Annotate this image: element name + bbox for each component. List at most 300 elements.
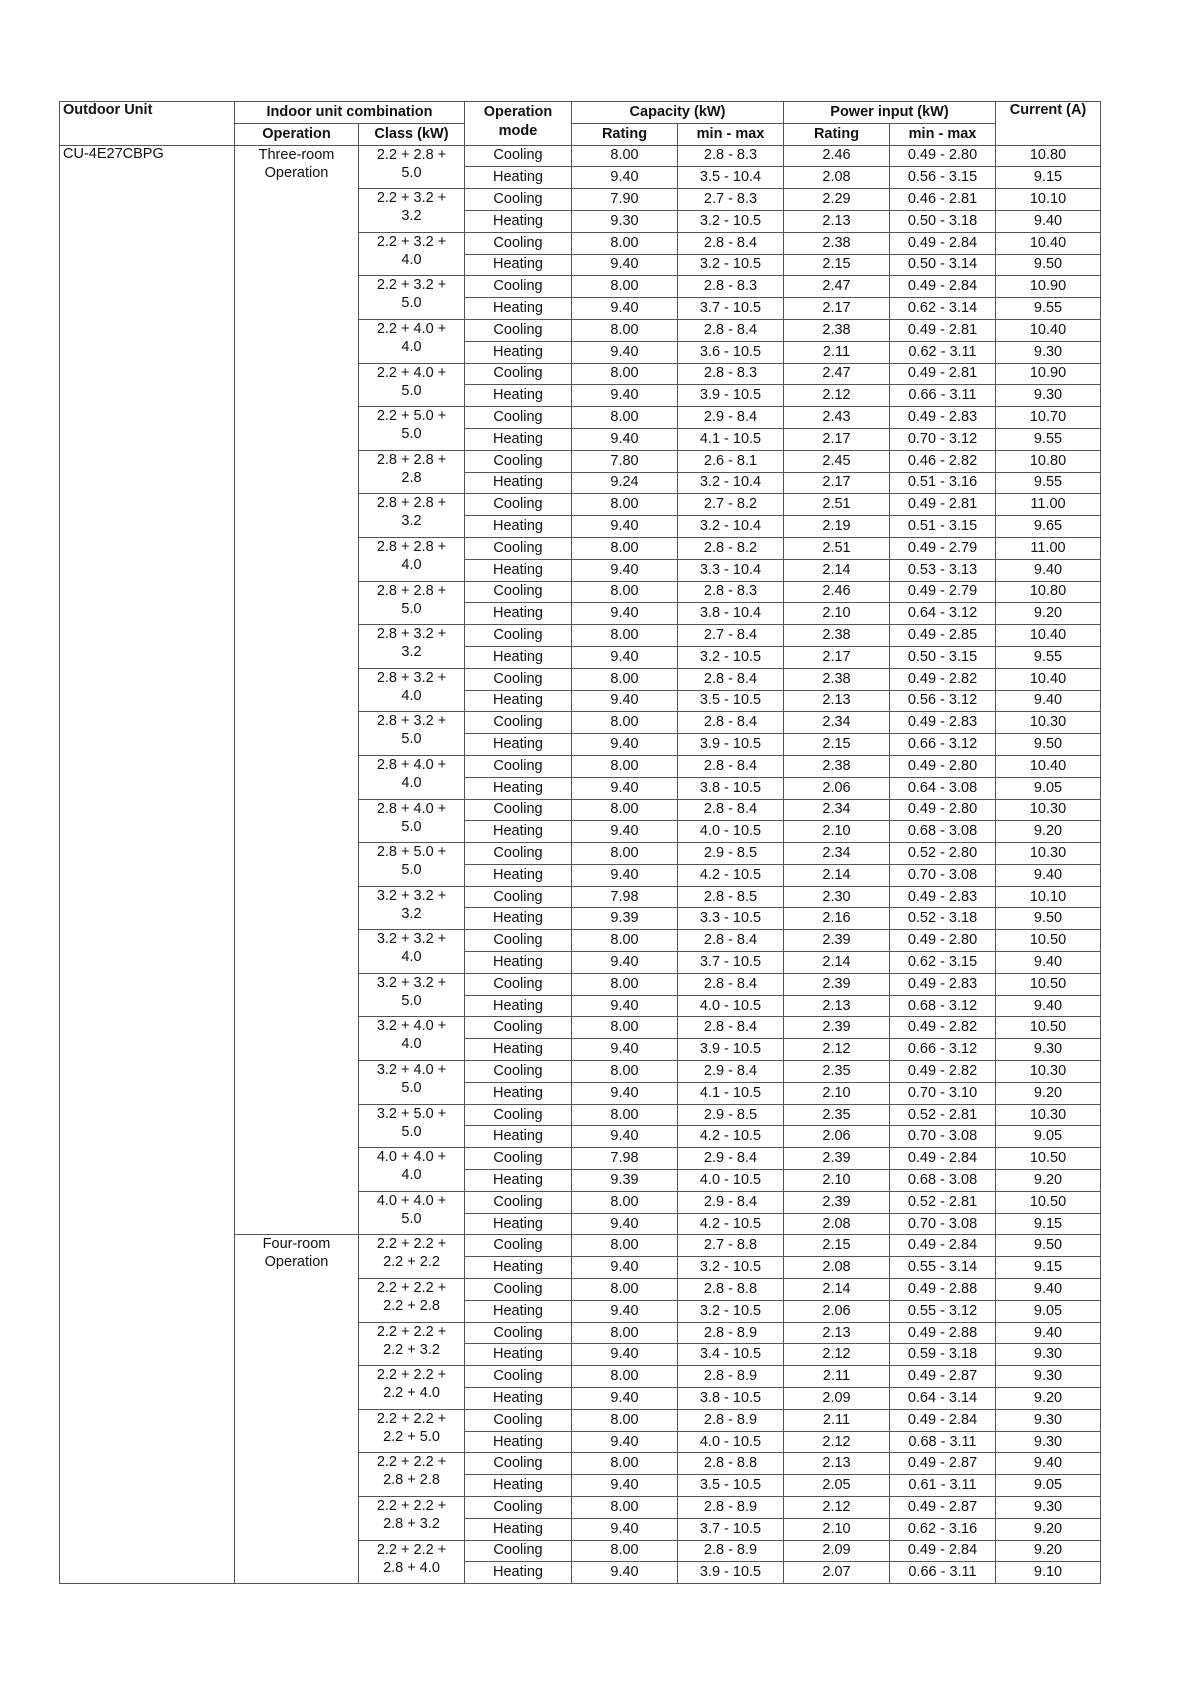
indoor-combination-header: Indoor unit combination	[235, 102, 465, 124]
class-line: 5.0	[401, 731, 422, 748]
class-line: 2.2 + 3.2 +	[376, 190, 447, 207]
current-cell: 9.20	[996, 1518, 1101, 1540]
power-rating-cell: 2.14	[784, 952, 890, 974]
power-range-cell: 0.49 - 2.88	[890, 1279, 996, 1301]
class-line: 2.8	[401, 469, 422, 486]
capacity-range-cell: 2.7 - 8.2	[678, 494, 784, 516]
current-cell: 10.40	[996, 668, 1101, 690]
power-rating-cell: 2.10	[784, 821, 890, 843]
current-cell: 10.40	[996, 319, 1101, 341]
power-range-cell: 0.62 - 3.14	[890, 298, 996, 320]
power-rating-cell: 2.16	[784, 908, 890, 930]
class-line: 2.2 + 2.2 +	[376, 1498, 447, 1514]
capacity-rating-cell: 9.39	[572, 908, 678, 930]
class-line: 3.2	[401, 644, 422, 661]
capacity-rating-cell: 8.00	[572, 494, 678, 516]
mode-cell: Heating	[465, 952, 572, 974]
capacity-range-cell: 4.0 - 10.5	[678, 1431, 784, 1453]
mode-cell: Cooling	[465, 1061, 572, 1083]
class-cell	[359, 145, 465, 189]
class-line: 2.8 + 3.2 +	[376, 669, 447, 686]
capacity-rating-cell: 8.00	[572, 625, 678, 647]
class-line: 3.2 + 3.2 +	[376, 931, 447, 948]
current-cell: 10.40	[996, 755, 1101, 777]
capacity-rating-cell: 8.00	[572, 1453, 678, 1475]
power-rating-cell: 2.45	[784, 450, 890, 472]
power-range-cell: 0.49 - 2.85	[890, 625, 996, 647]
class-cell	[359, 1322, 465, 1366]
class-line: 2.8 + 3.2 +	[376, 626, 447, 643]
class-line: 3.2 + 3.2 +	[376, 974, 447, 991]
capacity-rating-cell: 9.40	[572, 1518, 678, 1540]
class-line: 5.0	[401, 862, 422, 879]
capacity-rating-cell: 8.00	[572, 145, 678, 167]
class-cell	[359, 1235, 465, 1279]
capacity-range-cell: 2.8 - 8.3	[678, 363, 784, 385]
capacity-range-cell: 4.0 - 10.5	[678, 1170, 784, 1192]
current-cell: 11.00	[996, 537, 1101, 559]
power-rating-cell: 2.17	[784, 646, 890, 668]
table-body	[60, 145, 1101, 1584]
mode-cell: Cooling	[465, 189, 572, 211]
power-rating-cell: 2.39	[784, 1017, 890, 1039]
current-cell: 10.40	[996, 625, 1101, 647]
current-cell: 9.15	[996, 1213, 1101, 1235]
class-line: 4.0	[401, 251, 422, 268]
performance-table	[59, 101, 1101, 1584]
power-range-cell: 0.66 - 3.12	[890, 734, 996, 756]
current-cell: 10.10	[996, 189, 1101, 211]
class-line: 2.2 + 5.0 +	[376, 408, 447, 425]
power-range-cell: 0.49 - 2.83	[890, 886, 996, 908]
capacity-rating-cell: 9.24	[572, 472, 678, 494]
mode-cell: Cooling	[465, 145, 572, 167]
class-cell	[359, 712, 465, 756]
current-cell: 9.50	[996, 254, 1101, 276]
power-range-cell: 0.52 - 2.81	[890, 1191, 996, 1213]
class-cell	[359, 1540, 465, 1584]
mode-cell: Heating	[465, 1388, 572, 1410]
capacity-rating-cell: 9.40	[572, 298, 678, 320]
power-range-cell: 0.49 - 2.79	[890, 537, 996, 559]
current-cell: 9.30	[996, 341, 1101, 363]
power-range-cell: 0.53 - 3.13	[890, 559, 996, 581]
capacity-range-cell: 2.8 - 8.2	[678, 537, 784, 559]
capacity-range-cell: 2.9 - 8.4	[678, 1148, 784, 1170]
power-range-cell: 0.50 - 3.18	[890, 210, 996, 232]
capacity-range-cell: 3.3 - 10.4	[678, 559, 784, 581]
mode-cell: Heating	[465, 1039, 572, 1061]
power-range-cell: 0.61 - 3.11	[890, 1475, 996, 1497]
current-cell: 9.30	[996, 385, 1101, 407]
capacity-rating-cell: 9.40	[572, 167, 678, 189]
power-rating-cell: 2.35	[784, 1061, 890, 1083]
capacity-range-cell: 2.8 - 8.8	[678, 1279, 784, 1301]
current-cell: 10.40	[996, 232, 1101, 254]
class-line: 4.0	[401, 338, 422, 355]
power-range-cell: 0.68 - 3.08	[890, 821, 996, 843]
power-rating-cell: 2.15	[784, 734, 890, 756]
current-cell: 9.15	[996, 167, 1101, 189]
power-range-cell: 0.49 - 2.80	[890, 930, 996, 952]
power-rating-cell: 2.10	[784, 1082, 890, 1104]
power-range-cell: 0.49 - 2.81	[890, 319, 996, 341]
class-line: 2.8 + 4.0	[383, 1559, 440, 1576]
capacity-rating-cell: 8.00	[572, 755, 678, 777]
power-rating-cell: 2.13	[784, 995, 890, 1017]
power-rating-cell: 2.15	[784, 1235, 890, 1257]
power-range-cell: 0.66 - 3.11	[890, 385, 996, 407]
class-line: 2.2 + 2.8 +	[376, 146, 447, 163]
capacity-rating-cell: 7.98	[572, 1148, 678, 1170]
current-cell: 9.05	[996, 1475, 1101, 1497]
mode-cell: Heating	[465, 1170, 572, 1192]
power-range-cell: 0.49 - 2.83	[890, 407, 996, 429]
class-cell	[359, 1279, 465, 1323]
power-rating-cell: 2.17	[784, 472, 890, 494]
capacity-rating-cell: 9.40	[572, 734, 678, 756]
current-cell: 9.20	[996, 603, 1101, 625]
capacity-range-cell: 2.8 - 8.9	[678, 1366, 784, 1388]
power-rating-cell: 2.13	[784, 690, 890, 712]
mode-cell: Cooling	[465, 1409, 572, 1431]
capacity-rating-cell: 9.40	[572, 952, 678, 974]
power-range-cell: 0.49 - 2.83	[890, 973, 996, 995]
current-cell: 9.05	[996, 777, 1101, 799]
capacity-rating-cell: 9.40	[572, 1213, 678, 1235]
class-line: 2.8 + 4.0 +	[376, 756, 447, 773]
power-rating-cell: 2.39	[784, 1191, 890, 1213]
power-rating-cell: 2.12	[784, 1497, 890, 1519]
class-cell	[359, 930, 465, 974]
mode-cell: Cooling	[465, 363, 572, 385]
mode-cell: Cooling	[465, 494, 572, 516]
current-cell: 9.20	[996, 1170, 1101, 1192]
mode-cell: Cooling	[465, 1322, 572, 1344]
class-line: 4.0	[401, 1036, 422, 1053]
current-cell: 10.10	[996, 886, 1101, 908]
current-cell: 9.40	[996, 559, 1101, 581]
power-rating-cell: 2.11	[784, 341, 890, 363]
power-range-cell: 0.66 - 3.12	[890, 1039, 996, 1061]
outdoor-unit-header: Outdoor Unit	[60, 102, 235, 146]
capacity-range-cell: 2.8 - 8.9	[678, 1322, 784, 1344]
mode-cell: Heating	[465, 254, 572, 276]
power-range-cell: 0.70 - 3.12	[890, 428, 996, 450]
capacity-range-cell: 2.7 - 8.3	[678, 189, 784, 211]
class-cell	[359, 450, 465, 494]
capacity-rating-cell: 9.40	[572, 864, 678, 886]
power-range-cell: 0.51 - 3.15	[890, 516, 996, 538]
mode-cell: Cooling	[465, 1279, 572, 1301]
power-rating-cell: 2.38	[784, 625, 890, 647]
class-line: 5.0	[401, 1080, 422, 1097]
class-line: 5.0	[401, 818, 422, 835]
capacity-range-cell: 3.5 - 10.5	[678, 1475, 784, 1497]
mode-cell: Heating	[465, 516, 572, 538]
capacity-rating-cell: 8.00	[572, 668, 678, 690]
capacity-rating-cell: 9.40	[572, 646, 678, 668]
mode-cell: Cooling	[465, 1235, 572, 1257]
power-range-cell: 0.52 - 2.80	[890, 843, 996, 865]
capacity-rating-cell: 9.40	[572, 559, 678, 581]
mode-cell: Heating	[465, 1257, 572, 1279]
operation-subheader: Operation	[235, 123, 359, 145]
mode-cell: Cooling	[465, 843, 572, 865]
power-range-cell: 0.49 - 2.82	[890, 1017, 996, 1039]
current-cell: 9.50	[996, 908, 1101, 930]
power-range-cell: 0.70 - 3.08	[890, 1126, 996, 1148]
power-range-cell: 0.56 - 3.15	[890, 167, 996, 189]
capacity-rating-cell: 9.40	[572, 821, 678, 843]
class-line: 2.8 + 3.2 +	[376, 713, 447, 730]
power-rating-cell: 2.19	[784, 516, 890, 538]
power-rating-subheader: Rating	[784, 123, 890, 145]
table-header	[60, 102, 1101, 146]
power-rating-cell: 2.39	[784, 973, 890, 995]
power-range-cell: 0.49 - 2.79	[890, 581, 996, 603]
power-rating-cell: 2.10	[784, 1518, 890, 1540]
class-line: 3.2 + 5.0 +	[376, 1105, 447, 1122]
current-cell: 9.40	[996, 995, 1101, 1017]
capacity-rating-cell: 8.00	[572, 407, 678, 429]
class-cell	[359, 494, 465, 538]
capacity-range-cell: 3.5 - 10.4	[678, 167, 784, 189]
mode-cell: Cooling	[465, 1497, 572, 1519]
mode-cell: Heating	[465, 167, 572, 189]
class-line: 2.8 + 2.8 +	[376, 495, 447, 512]
power-range-cell: 0.59 - 3.18	[890, 1344, 996, 1366]
class-line: 2.8 + 2.8	[383, 1472, 440, 1489]
class-line: 4.0	[401, 1167, 422, 1184]
mode-cell: Heating	[465, 821, 572, 843]
class-cell	[359, 363, 465, 407]
current-cell: 10.30	[996, 843, 1101, 865]
class-cell	[359, 886, 465, 930]
power-range-cell: 0.51 - 3.16	[890, 472, 996, 494]
capacity-rating-cell: 9.40	[572, 516, 678, 538]
capacity-range-cell: 2.8 - 8.4	[678, 712, 784, 734]
power-rating-cell: 2.06	[784, 1126, 890, 1148]
class-line: 3.2 + 4.0 +	[376, 1018, 447, 1035]
current-cell: 9.30	[996, 1039, 1101, 1061]
class-line: 2.2 + 4.0 +	[376, 320, 447, 337]
class-cell	[359, 1061, 465, 1105]
power-range-cell: 0.49 - 2.84	[890, 232, 996, 254]
operation-line: Three-room	[258, 146, 335, 163]
power-range-cell: 0.49 - 2.80	[890, 145, 996, 167]
class-line: 2.2 + 4.0	[383, 1385, 440, 1402]
current-cell: 9.40	[996, 210, 1101, 232]
power-rating-cell: 2.38	[784, 319, 890, 341]
current-cell: 10.50	[996, 973, 1101, 995]
power-rating-cell: 2.30	[784, 886, 890, 908]
mode-cell: Heating	[465, 690, 572, 712]
power-rating-cell: 2.08	[784, 167, 890, 189]
mode-cell: Cooling	[465, 799, 572, 821]
capacity-range-cell: 2.8 - 8.3	[678, 276, 784, 298]
capacity-range-cell: 2.9 - 8.4	[678, 1191, 784, 1213]
current-cell: 9.30	[996, 1409, 1101, 1431]
mode-cell: Heating	[465, 777, 572, 799]
power-rating-cell: 2.13	[784, 1322, 890, 1344]
capacity-range-cell: 2.8 - 8.9	[678, 1409, 784, 1431]
current-cell: 10.30	[996, 1061, 1101, 1083]
class-line: 4.0	[401, 556, 422, 573]
power-rating-cell: 2.14	[784, 864, 890, 886]
capacity-range-cell: 2.8 - 8.4	[678, 668, 784, 690]
mode-cell: Cooling	[465, 1191, 572, 1213]
class-cell	[359, 799, 465, 843]
capacity-rating-cell: 8.00	[572, 363, 678, 385]
power-range-cell: 0.68 - 3.08	[890, 1170, 996, 1192]
capacity-rating-cell: 8.00	[572, 973, 678, 995]
power-rating-cell: 2.29	[784, 189, 890, 211]
class-line: 2.2 + 2.2 +	[376, 1410, 447, 1427]
capacity-range-cell: 2.8 - 8.4	[678, 1017, 784, 1039]
power-range-cell: 0.70 - 3.08	[890, 1213, 996, 1235]
class-line: 2.2 + 3.2	[383, 1341, 440, 1358]
outdoor-unit-cell: CU-4E27CBPG	[60, 145, 235, 1584]
class-line: 4.0	[401, 949, 422, 966]
capacity-range-cell: 2.8 - 8.5	[678, 886, 784, 908]
mode-cell: Cooling	[465, 450, 572, 472]
class-cell	[359, 407, 465, 451]
mode-cell: Heating	[465, 472, 572, 494]
mode-cell: Heating	[465, 341, 572, 363]
class-line: 5.0	[401, 1123, 422, 1140]
class-line: 5.0	[401, 600, 422, 617]
power-rating-cell: 2.17	[784, 298, 890, 320]
capacity-rating-cell: 9.40	[572, 341, 678, 363]
mode-cell: Heating	[465, 1300, 572, 1322]
power-rating-cell: 2.47	[784, 276, 890, 298]
class-cell	[359, 537, 465, 581]
capacity-range-cell: 4.2 - 10.5	[678, 1126, 784, 1148]
capacity-rating-cell: 8.00	[572, 232, 678, 254]
power-range-cell: 0.70 - 3.10	[890, 1082, 996, 1104]
capacity-range-cell: 3.7 - 10.5	[678, 1518, 784, 1540]
mode-cell: Cooling	[465, 712, 572, 734]
class-line: 4.0	[401, 774, 422, 791]
capacity-range-cell: 3.6 - 10.5	[678, 341, 784, 363]
capacity-rating-cell: 8.00	[572, 1191, 678, 1213]
mode-cell: Cooling	[465, 755, 572, 777]
power-rating-cell: 2.10	[784, 1170, 890, 1192]
power-rating-cell: 2.12	[784, 1344, 890, 1366]
mode-cell: Heating	[465, 428, 572, 450]
power-range-cell: 0.62 - 3.15	[890, 952, 996, 974]
power-range-cell: 0.46 - 2.81	[890, 189, 996, 211]
class-cell	[359, 1148, 465, 1192]
power-rating-cell: 2.34	[784, 712, 890, 734]
power-range-cell: 0.64 - 3.12	[890, 603, 996, 625]
current-cell: 9.55	[996, 472, 1101, 494]
capacity-range-cell: 3.9 - 10.5	[678, 1039, 784, 1061]
capacity-range-cell: 2.8 - 8.3	[678, 145, 784, 167]
capacity-rating-cell: 8.00	[572, 1366, 678, 1388]
capacity-range-cell: 2.8 - 8.4	[678, 930, 784, 952]
mode-cell: Heating	[465, 995, 572, 1017]
power-input-header: Power input (kW)	[784, 102, 996, 124]
operation-line: Operation	[264, 164, 329, 181]
class-line: 4.0 + 4.0 +	[376, 1192, 447, 1209]
power-range-cell: 0.49 - 2.87	[890, 1366, 996, 1388]
current-cell: 9.20	[996, 1388, 1101, 1410]
capacity-range-cell: 2.8 - 8.9	[678, 1540, 784, 1562]
capacity-range-cell: 3.2 - 10.5	[678, 254, 784, 276]
class-line: 4.0	[401, 687, 422, 704]
power-rating-cell: 2.34	[784, 843, 890, 865]
capacity-rating-cell: 8.00	[572, 712, 678, 734]
current-cell: 10.90	[996, 363, 1101, 385]
current-cell: 10.30	[996, 1104, 1101, 1126]
mode-cell: Cooling	[465, 232, 572, 254]
mode-cell: Heating	[465, 603, 572, 625]
power-range-cell: 0.56 - 3.12	[890, 690, 996, 712]
capacity-rating-cell: 9.40	[572, 1257, 678, 1279]
mode-cell: Cooling	[465, 886, 572, 908]
class-line: 3.2	[401, 513, 422, 530]
mode-cell: Cooling	[465, 319, 572, 341]
current-cell: 10.30	[996, 712, 1101, 734]
capacity-range-cell: 4.2 - 10.5	[678, 864, 784, 886]
mode-cell: Cooling	[465, 1104, 572, 1126]
power-range-cell: 0.49 - 2.84	[890, 276, 996, 298]
current-cell: 10.70	[996, 407, 1101, 429]
capacity-range-cell: 4.0 - 10.5	[678, 995, 784, 1017]
class-line: 5.0	[401, 426, 422, 443]
mode-cell: Heating	[465, 1126, 572, 1148]
class-line: 5.0	[401, 1210, 422, 1227]
capacity-rating-cell: 8.00	[572, 1061, 678, 1083]
power-rating-cell: 2.06	[784, 1300, 890, 1322]
power-rating-cell: 2.13	[784, 210, 890, 232]
capacity-range-cell: 2.9 - 8.5	[678, 843, 784, 865]
class-line: 2.8 + 2.8 +	[376, 451, 447, 468]
current-cell: 9.40	[996, 864, 1101, 886]
power-range-cell: 0.50 - 3.14	[890, 254, 996, 276]
capacity-rating-cell: 9.40	[572, 1082, 678, 1104]
capacity-rating-cell: 9.40	[572, 1126, 678, 1148]
capacity-range-cell: 3.9 - 10.5	[678, 385, 784, 407]
capacity-range-cell: 2.8 - 8.9	[678, 1497, 784, 1519]
current-cell: 9.05	[996, 1300, 1101, 1322]
power-rating-cell: 2.13	[784, 1453, 890, 1475]
class-subheader: Class (kW)	[359, 123, 465, 145]
mode-cell: Cooling	[465, 276, 572, 298]
capacity-range-cell: 3.2 - 10.4	[678, 516, 784, 538]
class-line: 2.8 + 5.0 +	[376, 844, 447, 861]
power-range-cell: 0.50 - 3.15	[890, 646, 996, 668]
capacity-rating-cell: 8.00	[572, 1104, 678, 1126]
class-line: 3.2	[401, 905, 422, 922]
power-range-cell: 0.49 - 2.84	[890, 1148, 996, 1170]
mode-cell: Cooling	[465, 1366, 572, 1388]
power-range-cell: 0.49 - 2.84	[890, 1235, 996, 1257]
capacity-range-cell: 3.4 - 10.5	[678, 1344, 784, 1366]
power-minmax-subheader: min - max	[890, 123, 996, 145]
current-cell: 10.80	[996, 145, 1101, 167]
class-cell	[359, 1191, 465, 1235]
mode-cell: Cooling	[465, 537, 572, 559]
power-rating-cell: 2.10	[784, 603, 890, 625]
power-rating-cell: 2.12	[784, 1431, 890, 1453]
mode-cell: Heating	[465, 210, 572, 232]
mode-cell: Cooling	[465, 973, 572, 995]
current-cell: 9.30	[996, 1366, 1101, 1388]
capacity-range-cell: 2.8 - 8.4	[678, 319, 784, 341]
